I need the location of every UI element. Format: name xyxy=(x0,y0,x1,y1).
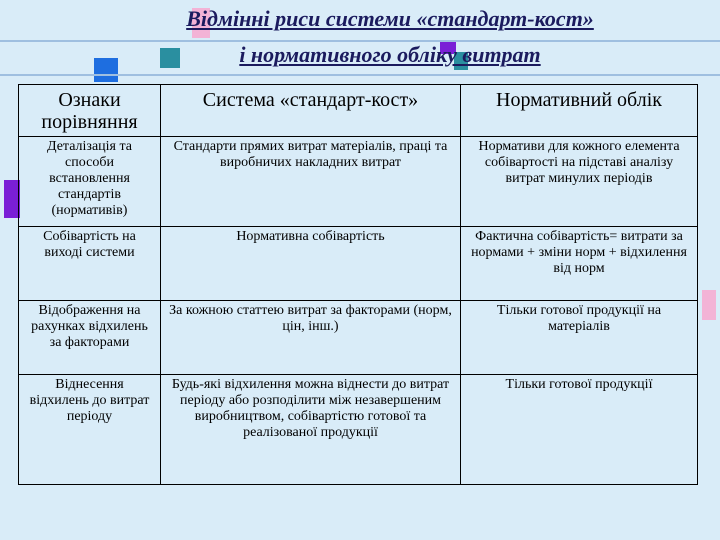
slide-title-line1: Відмінні риси системи «стандарт-кост» xyxy=(186,6,594,31)
table-row xyxy=(19,227,698,301)
table-header-row xyxy=(19,85,698,137)
header-normative: Нормативний облік xyxy=(461,85,698,137)
table-cell: Віднесення відхилень до витрат періоду xyxy=(19,375,161,485)
table-cell: Фактична собівартість= витрати за нормами + зміни норм + відхилення від норм xyxy=(461,227,698,301)
table-cell: Будь-які відхилення можна віднести до витрат періоду або розподілити між незавершеним виробництвом, собівартістю готової та реалізованої продукції xyxy=(161,375,461,485)
decor-line-mid xyxy=(0,74,720,76)
slide-title-line2: і нормативного обліку витрат xyxy=(239,42,541,67)
header-criteria: Ознаки порівняння xyxy=(19,85,161,137)
table-cell: Деталізація та способи встановлення стандартів (нормативів) xyxy=(19,137,161,227)
table-cell: Відображення на рахунках відхилень за факторами xyxy=(19,301,161,375)
table-cell: Тільки готової продукції xyxy=(461,375,698,485)
decor-square-pink-right xyxy=(702,290,716,320)
comparison-table xyxy=(18,84,698,485)
header-standard-cost: Система «стандарт-кост» xyxy=(161,85,461,137)
table-cell: Собівартість на виході системи xyxy=(19,227,161,301)
table-cell: Нормативи для кожного елемента собівартості на підставі аналізу витрат минулих періодів xyxy=(461,137,698,227)
table-row xyxy=(19,301,698,375)
table-row xyxy=(19,375,698,485)
table-cell: За кожною статтею витрат за факторами (норм, цін, інш.) xyxy=(161,301,461,375)
table-row xyxy=(19,137,698,227)
table-cell: Тільки готової продукції на матеріалів xyxy=(461,301,698,375)
table-cell: Стандарти прямих витрат матеріалів, праці та виробничих накладних витрат xyxy=(161,137,461,227)
table-cell: Нормативна собівартість xyxy=(161,227,461,301)
